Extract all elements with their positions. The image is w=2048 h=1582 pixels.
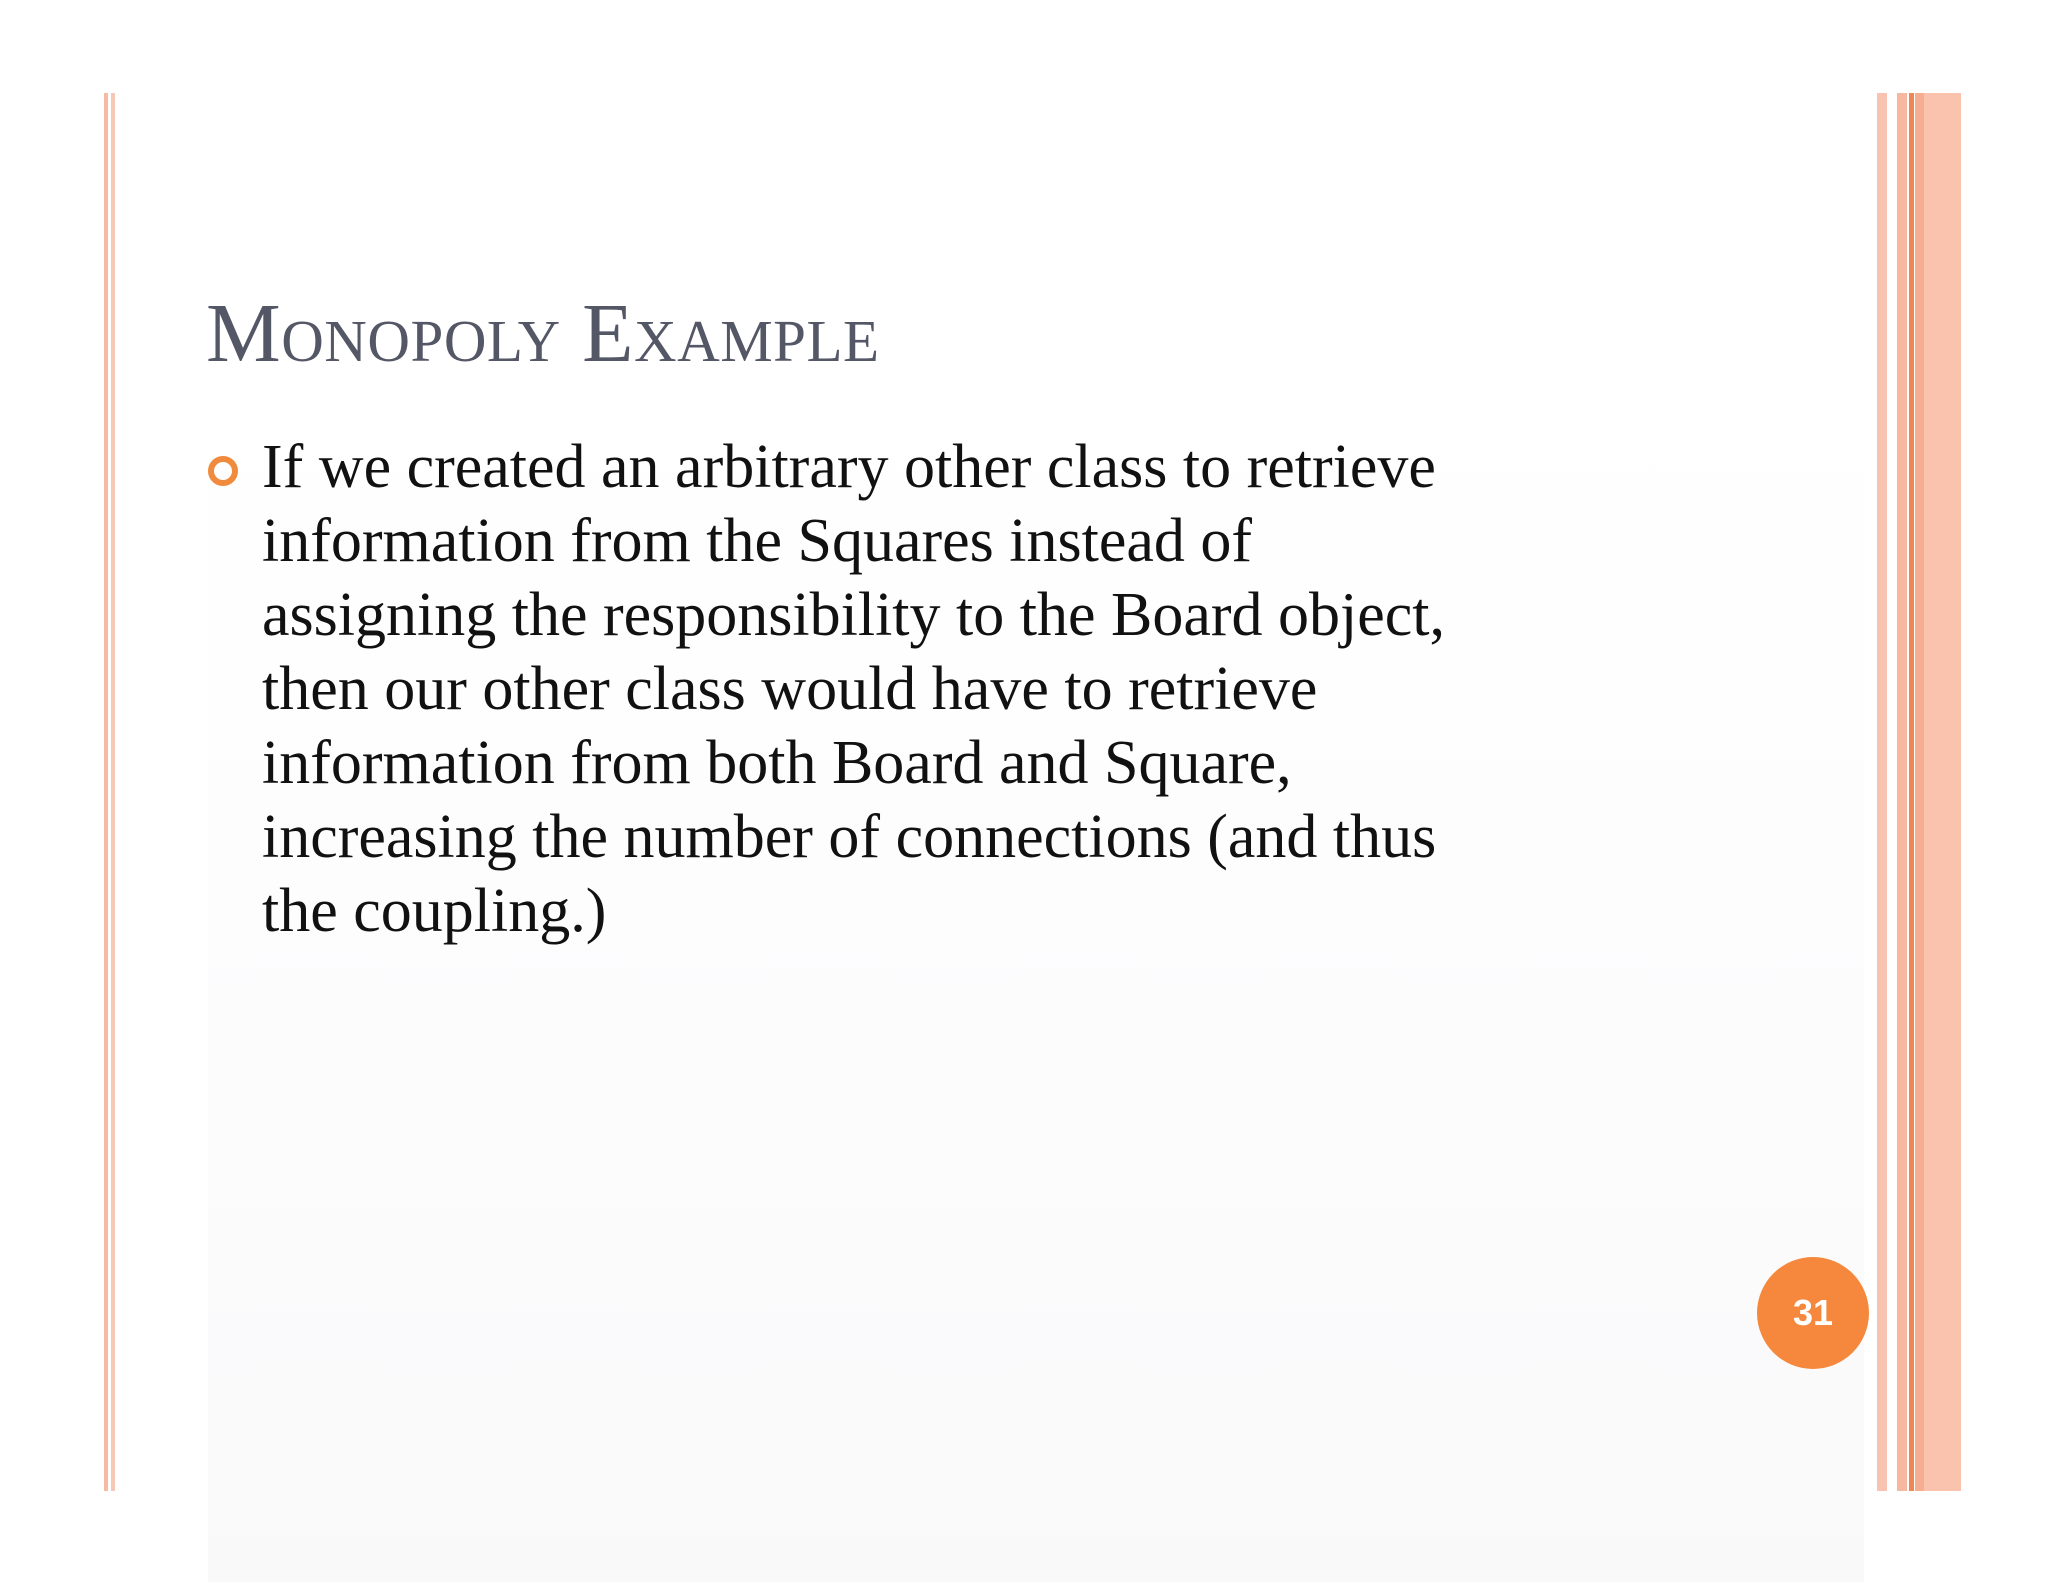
bullet-text-line: information from both Board and Square, [262,729,1292,797]
right-border-bar [1915,93,1924,1491]
left-border-line [104,93,108,1491]
bullet-text-line: then our other class would have to retrieve [262,655,1318,723]
bullet-item [206,430,1686,948]
bullet-text-line: increasing the number of connections (and thus [262,803,1437,871]
slide-title: Monopoly Example [206,287,880,380]
bullet-list [206,430,1686,948]
bullet-text-line: information from the Squares instead of [262,507,1253,575]
left-border-line [111,93,115,1491]
right-border-bar [1924,93,1961,1491]
bullet-text-line: If we created an arbitrary other class to retrieve [262,433,1436,501]
right-border-bar [1877,93,1887,1491]
bullet-text-line: the coupling.) [262,877,607,945]
hollow-circle-bullet-icon [208,456,238,486]
bullet-text-line: assigning the responsibility to the Board object, [262,581,1445,649]
page-number-badge: 31 [1757,1257,1869,1369]
right-border-bar [1909,93,1914,1491]
right-border-bar [1897,93,1907,1491]
